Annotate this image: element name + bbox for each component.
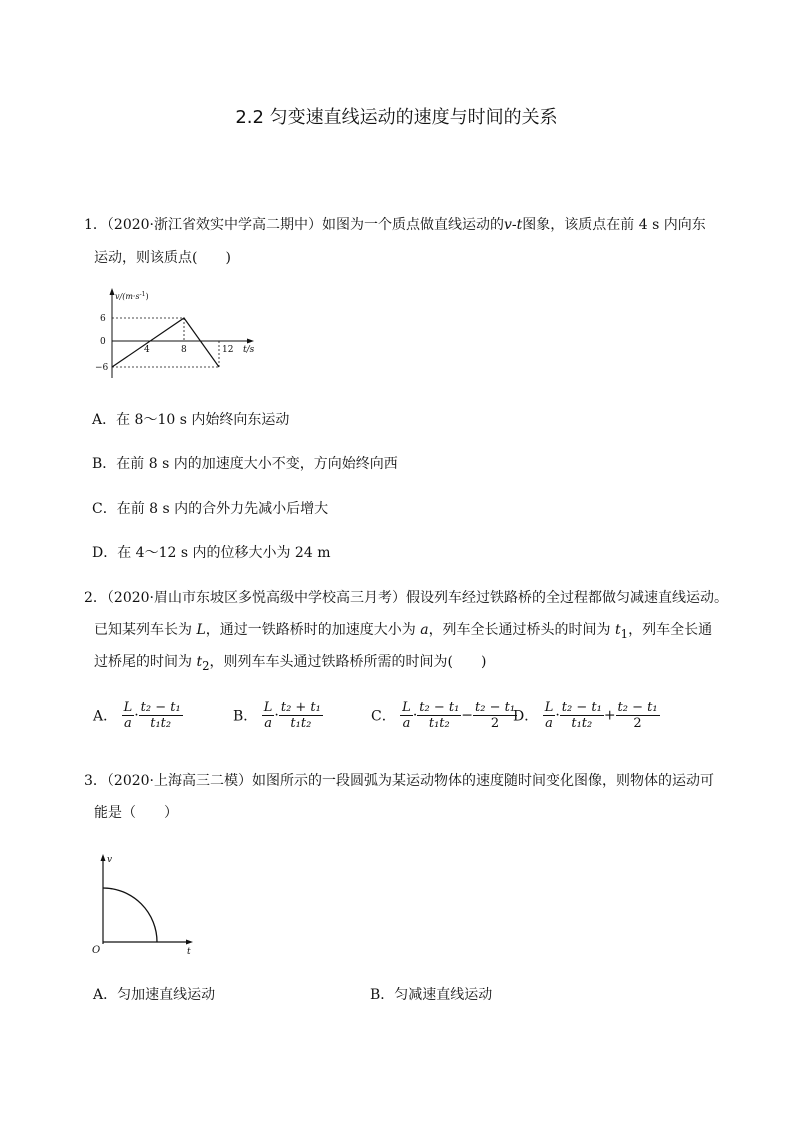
q2-stem-line1: 2．（2020·眉山市东坡区多悦高级中学校高三月考）假设列车经过铁路桥的全过程都做匀减速直线运动。 xyxy=(84,590,728,606)
q1-stem-line1 xyxy=(84,216,706,234)
q1-ytick-0: 0 xyxy=(100,337,106,347)
q1-stem-text-b: 图象，该质点在前 4 s 内向东 xyxy=(522,217,706,233)
q1-stem-line2: 运动，则该质点( ) xyxy=(94,250,231,266)
q2-stem-line3: 过桥尾的时间为 $t_2$，则列车车头通过铁路桥所需的时间为( ) xyxy=(94,654,487,673)
q1-option-c: C．在前 8 s 内的合外力先减小后增大 xyxy=(92,501,329,517)
q3-xlabel: t xyxy=(187,947,191,957)
q3-ylabel: v xyxy=(107,855,113,865)
q2-t1-symbol: t xyxy=(615,622,621,638)
q2-option-d: D． $\frac{L}{a}$ · $\frac{\text{t₂ − t₁}}{\text{t₁t₂}}$ + $\frac{\text{t₂ − t₁}}{2}$ xyxy=(513,700,658,731)
q1-v-symbol: v xyxy=(504,217,512,233)
q2-option-b: B． $\frac{L}{a}$ · $\frac{\text{t₂ + t₁}}{\text{t₁t₂}}$ xyxy=(233,700,321,731)
q1-ylabel: $v/(m\cdot s^{-1})$ xyxy=(115,291,149,301)
q3-stem-line2: 能是（ ） xyxy=(94,805,178,821)
q3-option-b: B．匀减速直线运动 xyxy=(370,987,493,1003)
q1-vt-graph xyxy=(92,286,272,382)
q3-x-arrow xyxy=(186,940,193,945)
q1-xtick-8: 8 xyxy=(181,345,187,355)
q1-stem-text: 1．（2020·浙江省效实中学高二期中）如图为一个质点做直线运动的 xyxy=(84,217,504,233)
q1-xtick-12: 12 xyxy=(222,345,234,355)
q1-dash: - xyxy=(511,217,517,233)
q1-xtick-4: 4 xyxy=(144,345,150,355)
q1-xlabel: t/s xyxy=(243,345,255,355)
page-title: 2.2 匀变速直线运动的速度与时间的关系 xyxy=(235,107,558,128)
q1-option-d: D．在 4～12 s 内的位移大小为 24 m xyxy=(92,545,331,561)
q2-a-symbol: a xyxy=(420,622,429,638)
q3-stem-line1: 3．（2020·上海高三二模）如图所示的一段圆弧为某运动物体的速度随时间变化图像，则物体的运动可 xyxy=(84,773,714,789)
q3-vt-graph xyxy=(90,852,200,957)
q3-origin: O xyxy=(92,945,101,956)
q1-option-b: B．在前 8 s 内的加速度大小不变，方向始终向西 xyxy=(92,456,398,472)
q1-y-arrow xyxy=(110,288,115,295)
q2-option-a: A． $\frac{L}{a}$ · $\frac{\text{t₂ − t₁}}{\text{t₁t₂}}$ xyxy=(93,700,181,731)
q2-L-symbol: L xyxy=(196,622,206,638)
q1-vt-line xyxy=(112,318,219,367)
q2-t2-symbol: t xyxy=(196,654,203,670)
q1-ytick-6: 6 xyxy=(100,314,106,324)
q1-option-a: A．在 8～10 s 内始终向东运动 xyxy=(92,412,290,428)
q1-x-arrow xyxy=(247,339,254,344)
q2-option-c: C． $\frac{L}{a}$ · $\frac{\text{t₂ − t₁}}{\text{t₁t₂}}$ − $\frac{\text{t₂ − t₁}}{2}$ xyxy=(371,700,516,731)
q3-arc xyxy=(103,888,157,942)
q3-y-arrow xyxy=(101,854,106,861)
q1-ytick-neg6: −6 xyxy=(95,363,109,373)
q1-t-symbol: t xyxy=(516,217,523,233)
q2-stem-line2: 已知某列车长为 L，通过一铁路桥时的加速度大小为 a，列车全长通过桥头的时间为 $t_1$，列车全长通 xyxy=(94,622,713,641)
q3-option-a: A．匀加速直线运动 xyxy=(93,987,216,1003)
